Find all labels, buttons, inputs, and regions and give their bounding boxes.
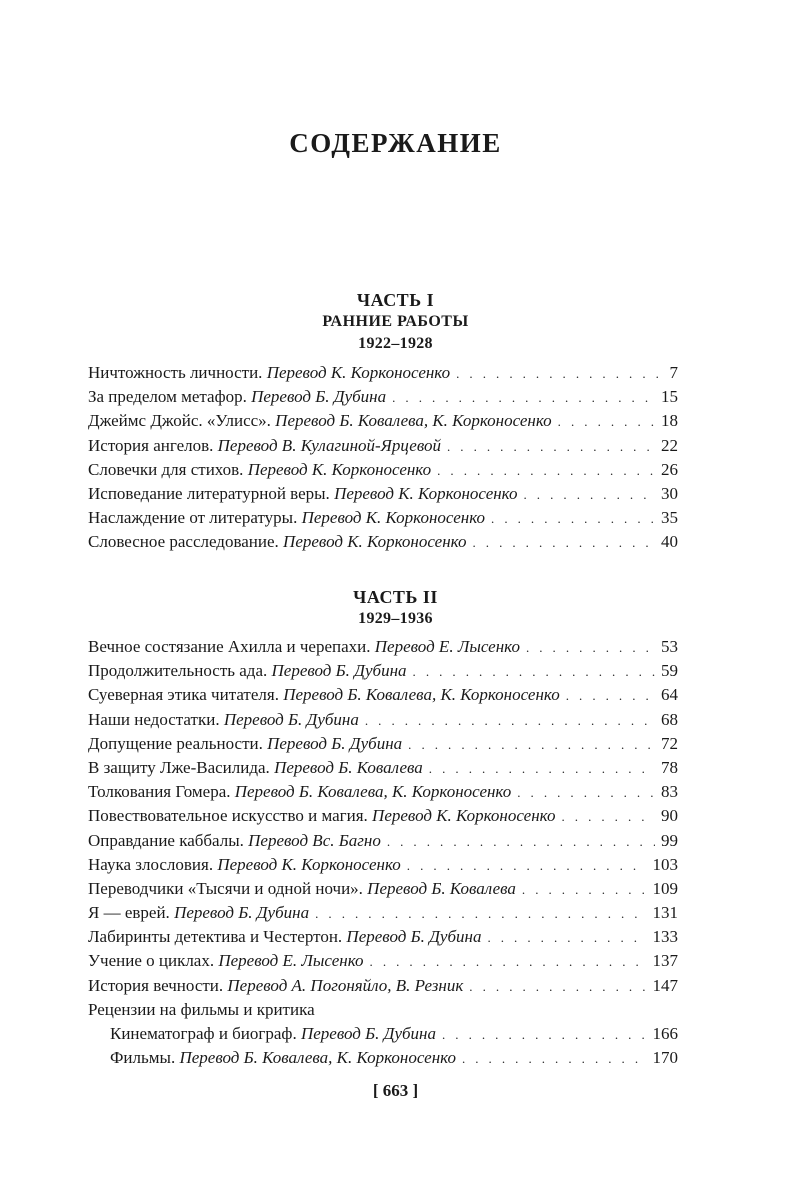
- toc-entry[interactable]: [88, 637, 678, 661]
- dot-leader: [472, 535, 655, 551]
- toc-entry-page: 166: [652, 1024, 678, 1043]
- dot-leader: [447, 439, 655, 455]
- toc-entry-text: [88, 363, 450, 383]
- toc-entry-title: Фильмы.: [110, 1048, 176, 1068]
- toc-entry-page: 53: [661, 637, 678, 656]
- toc-entry-text: [88, 734, 402, 754]
- toc-entry-title: В защиту Лже-Василида.: [88, 757, 270, 777]
- toc-entry-translator: Перевод Б. Дубина: [223, 709, 359, 729]
- dot-leader: [487, 930, 646, 946]
- toc-entry-title: Наука злословия.: [88, 854, 214, 874]
- toc-entry-page: 64: [661, 685, 678, 705]
- toc-entry[interactable]: [88, 508, 678, 532]
- toc-entry-title: Продолжительность ада.: [88, 661, 268, 681]
- toc-entry-text: [88, 532, 466, 552]
- toc-entry[interactable]: [88, 436, 678, 460]
- toc-entry[interactable]: [88, 387, 678, 411]
- toc-entry-title: Учение о циклах.: [88, 951, 215, 971]
- toc-entry-text: [88, 903, 309, 923]
- dot-leader: [387, 834, 655, 850]
- toc-entry-text: [88, 806, 555, 826]
- toc-entry-title: Оправдание каббалы.: [88, 830, 244, 850]
- toc-entry-translator: Перевод Б. Дубина: [267, 733, 403, 753]
- part1-years: 1922–1928: [358, 335, 433, 352]
- toc-entry-translator: Перевод Б. Ковалева, К. Корконосенко: [234, 782, 512, 802]
- toc-entry-translator: Перевод Б. Ковалева, К. Корконосенко: [179, 1048, 456, 1068]
- part2-heading: [0, 586, 791, 630]
- part2-label: ЧАСТЬ II: [353, 587, 438, 607]
- part1-label: ЧАСТЬ I: [356, 290, 435, 310]
- toc-entry-page: 83: [661, 782, 678, 802]
- dot-leader: [561, 809, 655, 825]
- toc-entry-translator: Перевод Б. Дубина: [271, 661, 407, 681]
- toc-entry-text: [88, 782, 511, 802]
- toc-entry-page: 99: [661, 830, 678, 850]
- toc-entry-title: Кинематограф и биограф.: [110, 1024, 297, 1043]
- toc-entry-text: [88, 831, 381, 851]
- toc-entry-page: 131: [652, 903, 678, 923]
- toc-entry-title: История ангелов.: [88, 435, 214, 455]
- toc-entry[interactable]: [88, 758, 678, 782]
- toc-entry-translator: Перевод Б. Ковалева, К. Корконосенко: [283, 685, 560, 705]
- toc-entry-page: 170: [652, 1048, 678, 1068]
- toc-entry-title: Лабиринты детектива и Честертон.: [88, 927, 343, 947]
- toc-entry-text: [88, 661, 407, 681]
- toc-entry[interactable]: [88, 1048, 678, 1072]
- toc-entry-translator: Перевод К. Корконосенко: [266, 363, 451, 382]
- dot-leader: [517, 785, 655, 801]
- dot-leader: [491, 511, 655, 527]
- toc-entry-text: [88, 484, 518, 504]
- toc-entry-title: Я — еврей.: [88, 903, 170, 923]
- toc-entry[interactable]: [88, 460, 678, 484]
- toc-entry-text: [88, 927, 481, 947]
- toc-entry-title: Рецензии на фильмы и критика: [88, 999, 315, 1019]
- toc-entry-text: [88, 387, 386, 407]
- toc-entry[interactable]: [88, 782, 678, 806]
- toc-entry-translator: Перевод Б. Дубина: [174, 903, 310, 923]
- dot-leader: [315, 906, 646, 922]
- toc-entry[interactable]: [88, 685, 678, 709]
- toc-entry-text: [88, 879, 516, 899]
- toc-entry[interactable]: [88, 831, 678, 855]
- toc-entry-text: [88, 758, 423, 778]
- toc-entry[interactable]: [88, 661, 678, 685]
- dot-leader: [462, 1051, 647, 1067]
- part1-subtitle: РАННИЕ РАБОТЫ: [322, 313, 469, 330]
- toc-entry-page: 90: [661, 806, 678, 826]
- toc-entry-text: [88, 855, 401, 875]
- toc-entry-page: 78: [661, 757, 678, 777]
- toc-entry-title: Вечное состязание Ахилла и черепахи.: [88, 637, 371, 656]
- toc-entry-page: 68: [661, 709, 678, 729]
- toc-entry-translator: Перевод К. Корконосенко: [301, 508, 486, 528]
- dot-leader: [524, 487, 656, 503]
- toc-entry-title: Наши недостатки.: [88, 709, 220, 729]
- toc-entry-title: Допущение реальности.: [88, 733, 263, 753]
- toc-entry[interactable]: [88, 903, 678, 927]
- toc-entry[interactable]: [88, 976, 678, 1000]
- toc-entry[interactable]: [88, 806, 678, 830]
- toc-entry[interactable]: [88, 734, 678, 758]
- toc-entry-text: [110, 1048, 456, 1068]
- toc-entry-translator: Перевод Б. Дубина: [346, 927, 482, 947]
- toc-entry-title: Повествовательное искусство и магия.: [88, 806, 368, 826]
- toc-entry-page: 30: [661, 483, 678, 503]
- toc-entry-translator: Перевод Е. Лысенко: [218, 951, 364, 971]
- toc-entry-translator: Перевод А. Погоняйло, В. Резник: [227, 975, 464, 995]
- toc-entry-translator: Перевод Б. Ковалева: [274, 757, 423, 777]
- toc-entry-text: [88, 436, 441, 456]
- toc-entry[interactable]: [88, 484, 678, 508]
- toc-entry-translator: Перевод Вс. Багно: [248, 830, 381, 850]
- toc-entry-page: 35: [661, 508, 678, 528]
- dot-leader: [392, 390, 655, 406]
- toc-entry-text: [88, 976, 463, 996]
- toc-entry-translator: Перевод К. Корконосенко: [217, 854, 401, 874]
- dot-leader: [429, 761, 655, 777]
- dot-leader: [407, 858, 647, 874]
- dot-leader: [456, 366, 663, 382]
- toc-entry[interactable]: [88, 951, 678, 975]
- part2-years: 1929–1936: [358, 610, 433, 627]
- toc-entry-title: Толкования Гомера.: [88, 782, 231, 802]
- dot-leader: [408, 737, 655, 753]
- toc-entry[interactable]: [88, 879, 678, 903]
- page-number: [ 663 ]: [372, 1081, 419, 1100]
- toc-entry[interactable]: [88, 1000, 678, 1024]
- toc-entry-title: Наслаждение от литературы.: [88, 508, 298, 528]
- toc-entry-title: Ничтожность личности.: [88, 363, 263, 382]
- toc-entry-text: [88, 411, 552, 431]
- toc-entry-page: 72: [661, 733, 678, 753]
- part1-toc: [88, 363, 678, 557]
- dot-leader: [442, 1027, 647, 1043]
- dot-leader: [566, 688, 655, 704]
- toc-entry[interactable]: [88, 411, 678, 435]
- dot-leader: [437, 463, 655, 479]
- toc-entry-text: [88, 637, 520, 657]
- toc-entry-translator: Перевод Б. Дубина: [251, 387, 387, 407]
- toc-entry-text: [110, 1024, 436, 1044]
- part1-heading: [0, 289, 791, 355]
- toc-entry[interactable]: [88, 363, 678, 387]
- toc-entry-page: 109: [652, 878, 678, 898]
- part2-toc: [88, 637, 678, 1072]
- toc-entry-translator: Перевод К. Корконосенко: [283, 532, 467, 552]
- toc-entry-title: История вечности.: [88, 975, 224, 995]
- toc-entry-page: 15: [661, 387, 678, 407]
- toc-entry-page: 22: [661, 435, 678, 455]
- toc-entry-page: 103: [652, 854, 678, 874]
- toc-entry-page: 147: [652, 975, 678, 995]
- toc-entry-page: 18: [661, 411, 678, 431]
- toc-entry-title: За пределом метафор.: [88, 387, 247, 407]
- toc-entry-translator: Перевод Б. Дубина: [300, 1024, 436, 1043]
- toc-entry-title: Словечки для стихов.: [88, 459, 244, 479]
- dot-leader: [365, 713, 655, 729]
- toc-entry-text: [88, 951, 364, 971]
- toc-entry-text: [88, 1000, 315, 1020]
- dot-leader: [526, 640, 655, 656]
- toc-entry-title: Словесное расследование.: [88, 532, 279, 552]
- dot-leader: [413, 664, 655, 680]
- toc-entry[interactable]: [88, 1024, 678, 1048]
- toc-entry-translator: Перевод Б. Ковалева, К. Корконосенко: [275, 411, 552, 431]
- toc-entry-title: Суеверная этика читателя.: [88, 685, 279, 705]
- toc-entry-page: 137: [652, 951, 678, 971]
- toc-entry-page: 133: [652, 927, 678, 947]
- toc-entry-translator: Перевод Б. Ковалева: [367, 878, 516, 898]
- toc-entry-text: [88, 710, 359, 730]
- toc-entry-page: 7: [669, 363, 678, 382]
- toc-entry-translator: Перевод В. Кулагиной-Ярцевой: [217, 435, 441, 455]
- toc-entry-translator: Перевод К. Корконосенко: [372, 806, 556, 826]
- toc-entry[interactable]: [88, 532, 678, 556]
- toc-entry[interactable]: [88, 710, 678, 734]
- toc-entry-translator: Перевод К. Корконосенко: [247, 459, 432, 479]
- toc-entry-text: [88, 685, 560, 705]
- toc-entry-title: Исповедание литературной веры.: [88, 483, 330, 503]
- dot-leader: [370, 954, 647, 970]
- toc-entry-title: Переводчики «Тысячи и одной ночи».: [88, 878, 363, 898]
- toc-entry-page: 40: [661, 532, 678, 552]
- toc-entry-title: Джеймс Джойс. «Улисс».: [88, 411, 271, 431]
- toc-entry-translator: Перевод К. Корконосенко: [334, 483, 518, 503]
- page-title: СОДЕРЖАНИЕ: [289, 128, 502, 158]
- dot-leader: [558, 414, 655, 430]
- toc-entry[interactable]: [88, 927, 678, 951]
- toc-entry-page: 59: [661, 661, 678, 681]
- dot-leader: [522, 882, 647, 898]
- toc-entry-text: [88, 508, 485, 528]
- toc-entry-translator: Перевод Е. Лысенко: [374, 637, 520, 656]
- toc-entry[interactable]: [88, 855, 678, 879]
- dot-leader: [469, 979, 646, 995]
- toc-entry-page: 26: [661, 459, 678, 479]
- toc-entry-text: [88, 460, 431, 480]
